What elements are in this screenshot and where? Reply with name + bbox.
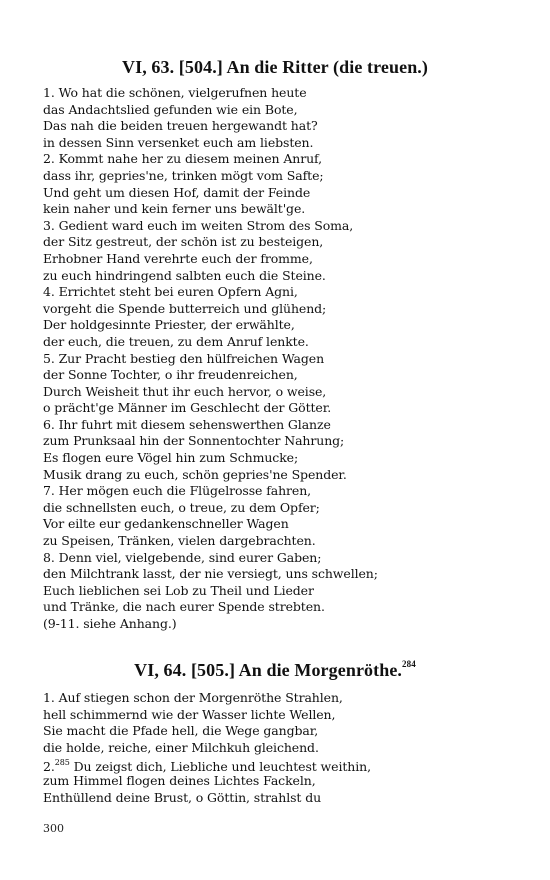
verse-line xyxy=(43,773,523,790)
verse-line xyxy=(43,790,523,807)
verse-line: der Sonne Tochter, o ihr freudenreichen, xyxy=(43,367,298,383)
verse-line: vorgeht die Spende butterreich und glühend; xyxy=(43,300,327,316)
verse-line xyxy=(43,707,523,724)
verse-line: Durch Weisheit thut ihr euch hervor, o weise, xyxy=(43,383,327,399)
hymn-2-verses xyxy=(43,690,523,806)
hymn-1-verses xyxy=(43,85,523,633)
verse-line xyxy=(43,740,523,757)
verse-line: und Tränke, die nach eurer Spende strebten. xyxy=(43,599,325,615)
hymn-1-title: VI, 63. [504.] An die Ritter (die treuen.) xyxy=(122,57,428,77)
verse-number: 2. xyxy=(43,759,55,775)
verse-line: Und geht um diesen Hof, damit der Feinde xyxy=(43,184,311,200)
verse-line: zum Prunksaal hin der Sonnentochter Nahrung; xyxy=(43,433,345,449)
verse-line: dass ihr, gepries'ne, trinken mögt vom Safte; xyxy=(43,167,324,183)
verse-line: die schnellsten euch, o treue, zu dem Opfer; xyxy=(43,499,320,515)
verse-text: die holde, reiche, einer Milchkuh gleichend. xyxy=(43,739,319,755)
verse-line: Das nah die beiden treuen hergewandt hat? xyxy=(43,118,318,134)
verse-line: der Sitz gestreut, der schön ist zu besteigen, xyxy=(43,234,324,250)
verse-line: 8. Denn viel, vielgebende, sind eurer Gaben; xyxy=(43,549,322,565)
verse-line: 1. Wo hat die schönen, vielgerufnen heute xyxy=(43,85,307,100)
verse-line: das Andachtslied gefunden wie ein Bote, xyxy=(43,101,298,117)
verse-text: Sie macht die Pfade hell, die Wege gangbar, xyxy=(43,723,319,739)
hymn-2-title xyxy=(0,660,550,681)
verse-line: 2. Kommt nahe her zu diesem meinen Anruf, xyxy=(43,151,322,167)
verse-line: 7. Her mögen euch die Flügelrosse fahren, xyxy=(43,483,312,499)
verse-line: (9-11. siehe Anhang.) xyxy=(43,616,177,631)
verse-line: o prächt'ge Männer im Geschlecht der Götter. xyxy=(43,400,332,416)
verse-line: 6. Ihr fuhrt mit diesem sehenswerthen Glanze xyxy=(43,416,331,432)
verse-text: zum Himmel flogen deines Lichtes Fackeln, xyxy=(43,772,316,788)
hymn-2-title-text: VI, 64. [505.] An die Morgenröthe. xyxy=(134,660,403,680)
verse-line: 4. Errichtet steht bei euren Opfern Agni, xyxy=(43,284,298,300)
verse-text: 1. Auf stiegen schon der Morgenröthe Strahlen, xyxy=(43,690,343,705)
verse-text: Du zeigst dich, Liebliche und leuchtest weithin, xyxy=(69,759,371,775)
verse-line xyxy=(43,690,523,707)
verse-line: den Milchtrank lasst, der nie versiegt, uns schwellen; xyxy=(43,566,378,582)
verse-text: hell schimmernd wie der Wasser lichte Wellen, xyxy=(43,706,336,722)
page-number: 300 xyxy=(43,822,64,835)
footnote-marker: 284 xyxy=(402,659,416,669)
verse-line: der euch, die treuen, zu dem Anruf lenkte. xyxy=(43,333,309,349)
footnote-marker: 285 xyxy=(54,758,70,768)
verse-line: Vor eilte eur gedankenschneller Wagen xyxy=(43,516,289,532)
verse-line: 5. Zur Pracht bestieg den hülfreichen Wagen xyxy=(43,350,325,366)
verse-text: Enthüllend deine Brust, o Göttin, strahlst du xyxy=(43,789,322,805)
verse-line: 3. Gedient ward euch im weiten Strom des Soma, xyxy=(43,217,354,233)
verse-line: Der holdgesinnte Priester, der erwählte, xyxy=(43,317,295,333)
verse-line: zu Speisen, Tränken, vielen dargebrachten. xyxy=(43,533,316,549)
verse-line: Es flogen eure Vögel hin zum Schmucke; xyxy=(43,450,299,466)
verse-line: Euch lieblichen sei Lob zu Theil und Lieder xyxy=(43,582,314,598)
verse-line xyxy=(43,723,523,740)
verse-line: in dessen Sinn versenket euch am liebsten. xyxy=(43,134,314,150)
verse-line: zu euch hindringend salbten euch die Steine. xyxy=(43,267,326,283)
verse-line xyxy=(43,756,523,773)
verse-line: kein naher und kein ferner uns bewält'ge. xyxy=(43,201,306,217)
verse-line: Erhobner Hand verehrte euch der fromme, xyxy=(43,250,313,266)
verse-line: Musik drang zu euch, schön gepries'ne Spender. xyxy=(43,466,347,482)
